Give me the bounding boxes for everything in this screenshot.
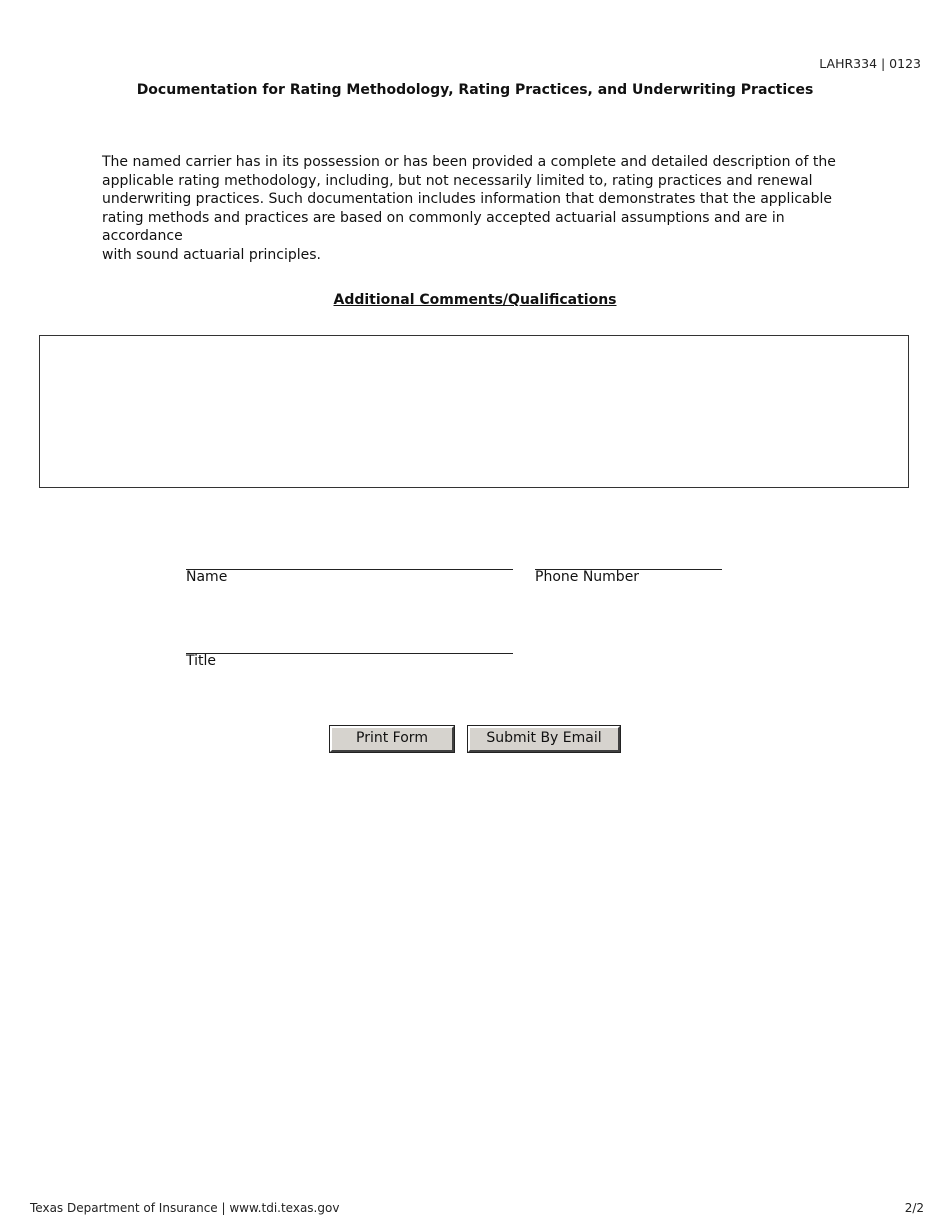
name-input[interactable] — [186, 549, 512, 567]
page-number: 2/2 — [904, 1201, 924, 1215]
submit-by-email-button[interactable]: Submit By Email — [468, 726, 620, 752]
phone-input[interactable] — [535, 549, 721, 567]
document-title: Documentation for Rating Methodology, Rating Practices, and Underwriting Practices — [136, 82, 814, 98]
title-field-line — [186, 653, 513, 654]
phone-label: Phone Number — [535, 569, 640, 585]
comments-textarea[interactable] — [39, 335, 909, 488]
form-id: LAHR334 | 0123 — [819, 56, 921, 71]
title-input[interactable] — [186, 633, 512, 651]
comments-heading: Additional Comments/Qualifications — [333, 292, 617, 308]
title-label: Title — [186, 653, 217, 669]
name-field-line — [186, 569, 513, 570]
attestation-paragraph: The named carrier has in its possession or has been provided a complete and detailed description of the applicable rating methodology, including, but not necessarily limited to, rating practices and renewal underwriting practices. Such documentation includes information that demonstrates that the applicable rating methods and practices are based on commonly accepted actuarial assumptions and are in accordance with sound actuarial principles. — [102, 154, 836, 263]
print-form-button[interactable]: Print Form — [330, 726, 454, 752]
name-label: Name — [186, 569, 228, 585]
footer-agency: Texas Department of Insurance | www.tdi.texas.gov — [30, 1201, 340, 1215]
